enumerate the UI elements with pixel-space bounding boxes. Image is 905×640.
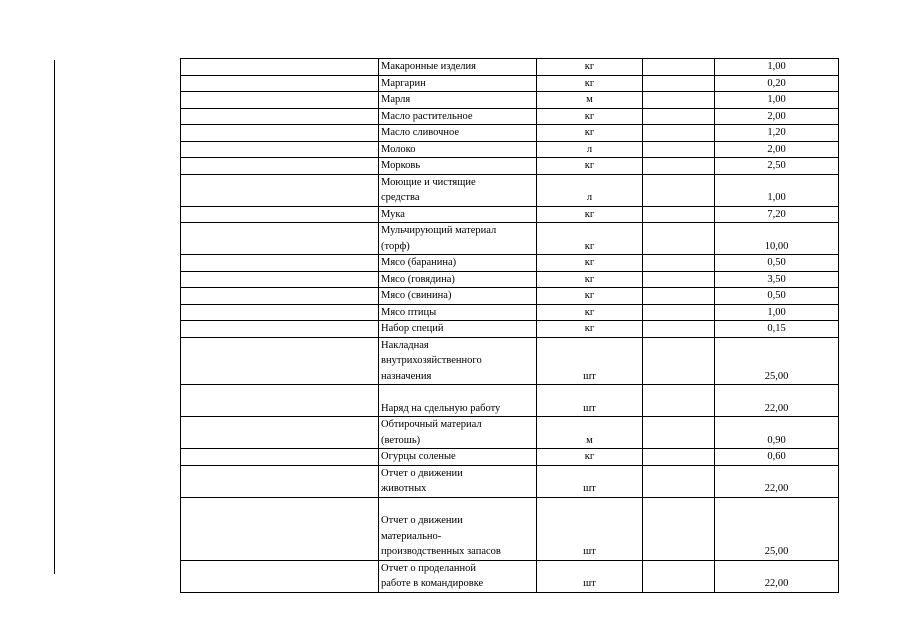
blank-cell bbox=[181, 560, 379, 592]
table-row bbox=[181, 206, 839, 223]
blank-cell bbox=[181, 304, 379, 321]
table-row bbox=[181, 158, 839, 175]
table-row bbox=[181, 497, 839, 560]
quantity-cell: 1,20 bbox=[715, 125, 839, 142]
blank-cell bbox=[181, 125, 379, 142]
quantity-cell: 0,50 bbox=[715, 288, 839, 305]
quantity-cell: 0,60 bbox=[715, 449, 839, 466]
quantity-cell: 1,00 bbox=[715, 304, 839, 321]
quantity-cell: 1,00 bbox=[715, 92, 839, 109]
blank-cell bbox=[181, 385, 379, 417]
unit-cell: кг bbox=[537, 59, 643, 76]
quantity-cell: 22,00 bbox=[715, 465, 839, 497]
item-name-cell: Отчет о движении животных bbox=[379, 465, 537, 497]
unit-cell: кг bbox=[537, 158, 643, 175]
quantity-cell: 7,20 bbox=[715, 206, 839, 223]
quantity-cell: 0,20 bbox=[715, 75, 839, 92]
empty-cell bbox=[643, 158, 715, 175]
unit-cell: кг bbox=[537, 271, 643, 288]
item-name-cell: Наряд на сдельную работу bbox=[379, 385, 537, 417]
item-name-cell: Масло сливочное bbox=[379, 125, 537, 142]
unit-cell: кг bbox=[537, 206, 643, 223]
blank-cell bbox=[181, 158, 379, 175]
table-row bbox=[181, 288, 839, 305]
empty-cell bbox=[643, 92, 715, 109]
table-row bbox=[181, 174, 839, 206]
quantity-cell: 0,50 bbox=[715, 255, 839, 272]
quantity-cell: 25,00 bbox=[715, 337, 839, 385]
blank-cell bbox=[181, 59, 379, 76]
blank-cell bbox=[181, 288, 379, 305]
empty-cell bbox=[643, 125, 715, 142]
item-name-cell: Маргарин bbox=[379, 75, 537, 92]
item-name-cell: Мука bbox=[379, 206, 537, 223]
unit-cell: шт bbox=[537, 497, 643, 560]
quantity-cell: 2,50 bbox=[715, 158, 839, 175]
quantity-cell: 0,15 bbox=[715, 321, 839, 338]
item-name-cell: Моющие и чистящие средства bbox=[379, 174, 537, 206]
unit-cell: кг bbox=[537, 125, 643, 142]
item-name-cell: Набор специй bbox=[379, 321, 537, 338]
quantity-cell: 2,00 bbox=[715, 108, 839, 125]
table-row bbox=[181, 223, 839, 255]
empty-cell bbox=[643, 271, 715, 288]
table-row bbox=[181, 465, 839, 497]
table-row bbox=[181, 560, 839, 592]
table-row bbox=[181, 141, 839, 158]
quantity-cell: 25,00 bbox=[715, 497, 839, 560]
unit-cell: шт bbox=[537, 560, 643, 592]
blank-cell bbox=[181, 417, 379, 449]
item-name-cell: Мясо (говядина) bbox=[379, 271, 537, 288]
unit-cell: кг bbox=[537, 288, 643, 305]
unit-cell: кг bbox=[537, 255, 643, 272]
empty-cell bbox=[643, 223, 715, 255]
materials-table-body bbox=[181, 59, 839, 593]
quantity-cell: 2,00 bbox=[715, 141, 839, 158]
item-name-cell: Накладная внутрихозяйственного назначения bbox=[379, 337, 537, 385]
table-row bbox=[181, 108, 839, 125]
empty-cell bbox=[643, 304, 715, 321]
quantity-cell: 1,00 bbox=[715, 59, 839, 76]
quantity-cell: 22,00 bbox=[715, 560, 839, 592]
blank-cell bbox=[181, 92, 379, 109]
blank-cell bbox=[181, 174, 379, 206]
blank-cell bbox=[181, 337, 379, 385]
table-row bbox=[181, 337, 839, 385]
table-row bbox=[181, 125, 839, 142]
table-row bbox=[181, 271, 839, 288]
item-name-cell: Обтирочный материал (ветошь) bbox=[379, 417, 537, 449]
empty-cell bbox=[643, 206, 715, 223]
empty-cell bbox=[643, 288, 715, 305]
quantity-cell: 0,90 bbox=[715, 417, 839, 449]
empty-cell bbox=[643, 321, 715, 338]
item-name-cell: Марля bbox=[379, 92, 537, 109]
item-name-cell: Отчет о проделанной работе в командировке bbox=[379, 560, 537, 592]
blank-cell bbox=[181, 497, 379, 560]
empty-cell bbox=[643, 59, 715, 76]
blank-cell bbox=[181, 255, 379, 272]
table-row bbox=[181, 449, 839, 466]
page-margin-line bbox=[54, 60, 55, 574]
item-name-cell: Огурцы соленые bbox=[379, 449, 537, 466]
blank-cell bbox=[181, 141, 379, 158]
unit-cell: л bbox=[537, 174, 643, 206]
unit-cell: шт bbox=[537, 465, 643, 497]
blank-cell bbox=[181, 321, 379, 338]
empty-cell bbox=[643, 497, 715, 560]
empty-cell bbox=[643, 449, 715, 466]
item-name-cell: Мясо (свинина) bbox=[379, 288, 537, 305]
item-name-cell: Мясо (баранина) bbox=[379, 255, 537, 272]
unit-cell: шт bbox=[537, 337, 643, 385]
blank-cell bbox=[181, 465, 379, 497]
unit-cell: кг bbox=[537, 108, 643, 125]
blank-cell bbox=[181, 223, 379, 255]
blank-cell bbox=[181, 108, 379, 125]
blank-cell bbox=[181, 271, 379, 288]
empty-cell bbox=[643, 560, 715, 592]
empty-cell bbox=[643, 174, 715, 206]
item-name-cell: Мясо птицы bbox=[379, 304, 537, 321]
item-name-cell: Морковь bbox=[379, 158, 537, 175]
empty-cell bbox=[643, 337, 715, 385]
item-name-cell: Мульчирующий материал (торф) bbox=[379, 223, 537, 255]
empty-cell bbox=[643, 141, 715, 158]
quantity-cell: 22,00 bbox=[715, 385, 839, 417]
blank-cell bbox=[181, 206, 379, 223]
unit-cell: кг bbox=[537, 304, 643, 321]
quantity-cell: 3,50 bbox=[715, 271, 839, 288]
unit-cell: л bbox=[537, 141, 643, 158]
unit-cell: м bbox=[537, 92, 643, 109]
unit-cell: шт bbox=[537, 385, 643, 417]
table-row bbox=[181, 92, 839, 109]
table-row bbox=[181, 75, 839, 92]
quantity-cell: 10,00 bbox=[715, 223, 839, 255]
blank-cell bbox=[181, 449, 379, 466]
item-name-cell: Отчет о движении материально- производственных запасов bbox=[379, 497, 537, 560]
blank-cell bbox=[181, 75, 379, 92]
unit-cell: м bbox=[537, 417, 643, 449]
item-name-cell: Молоко bbox=[379, 141, 537, 158]
item-name-cell: Макаронные изделия bbox=[379, 59, 537, 76]
empty-cell bbox=[643, 417, 715, 449]
unit-cell: кг bbox=[537, 449, 643, 466]
unit-cell: кг bbox=[537, 223, 643, 255]
empty-cell bbox=[643, 108, 715, 125]
table-row bbox=[181, 304, 839, 321]
table-row bbox=[181, 59, 839, 76]
empty-cell bbox=[643, 75, 715, 92]
unit-cell: кг bbox=[537, 75, 643, 92]
unit-cell: кг bbox=[537, 321, 643, 338]
table-row bbox=[181, 321, 839, 338]
empty-cell bbox=[643, 385, 715, 417]
materials-table bbox=[180, 58, 839, 593]
quantity-cell: 1,00 bbox=[715, 174, 839, 206]
empty-cell bbox=[643, 465, 715, 497]
empty-cell bbox=[643, 255, 715, 272]
table-row bbox=[181, 417, 839, 449]
table-row bbox=[181, 255, 839, 272]
table-row bbox=[181, 385, 839, 417]
item-name-cell: Масло растительное bbox=[379, 108, 537, 125]
